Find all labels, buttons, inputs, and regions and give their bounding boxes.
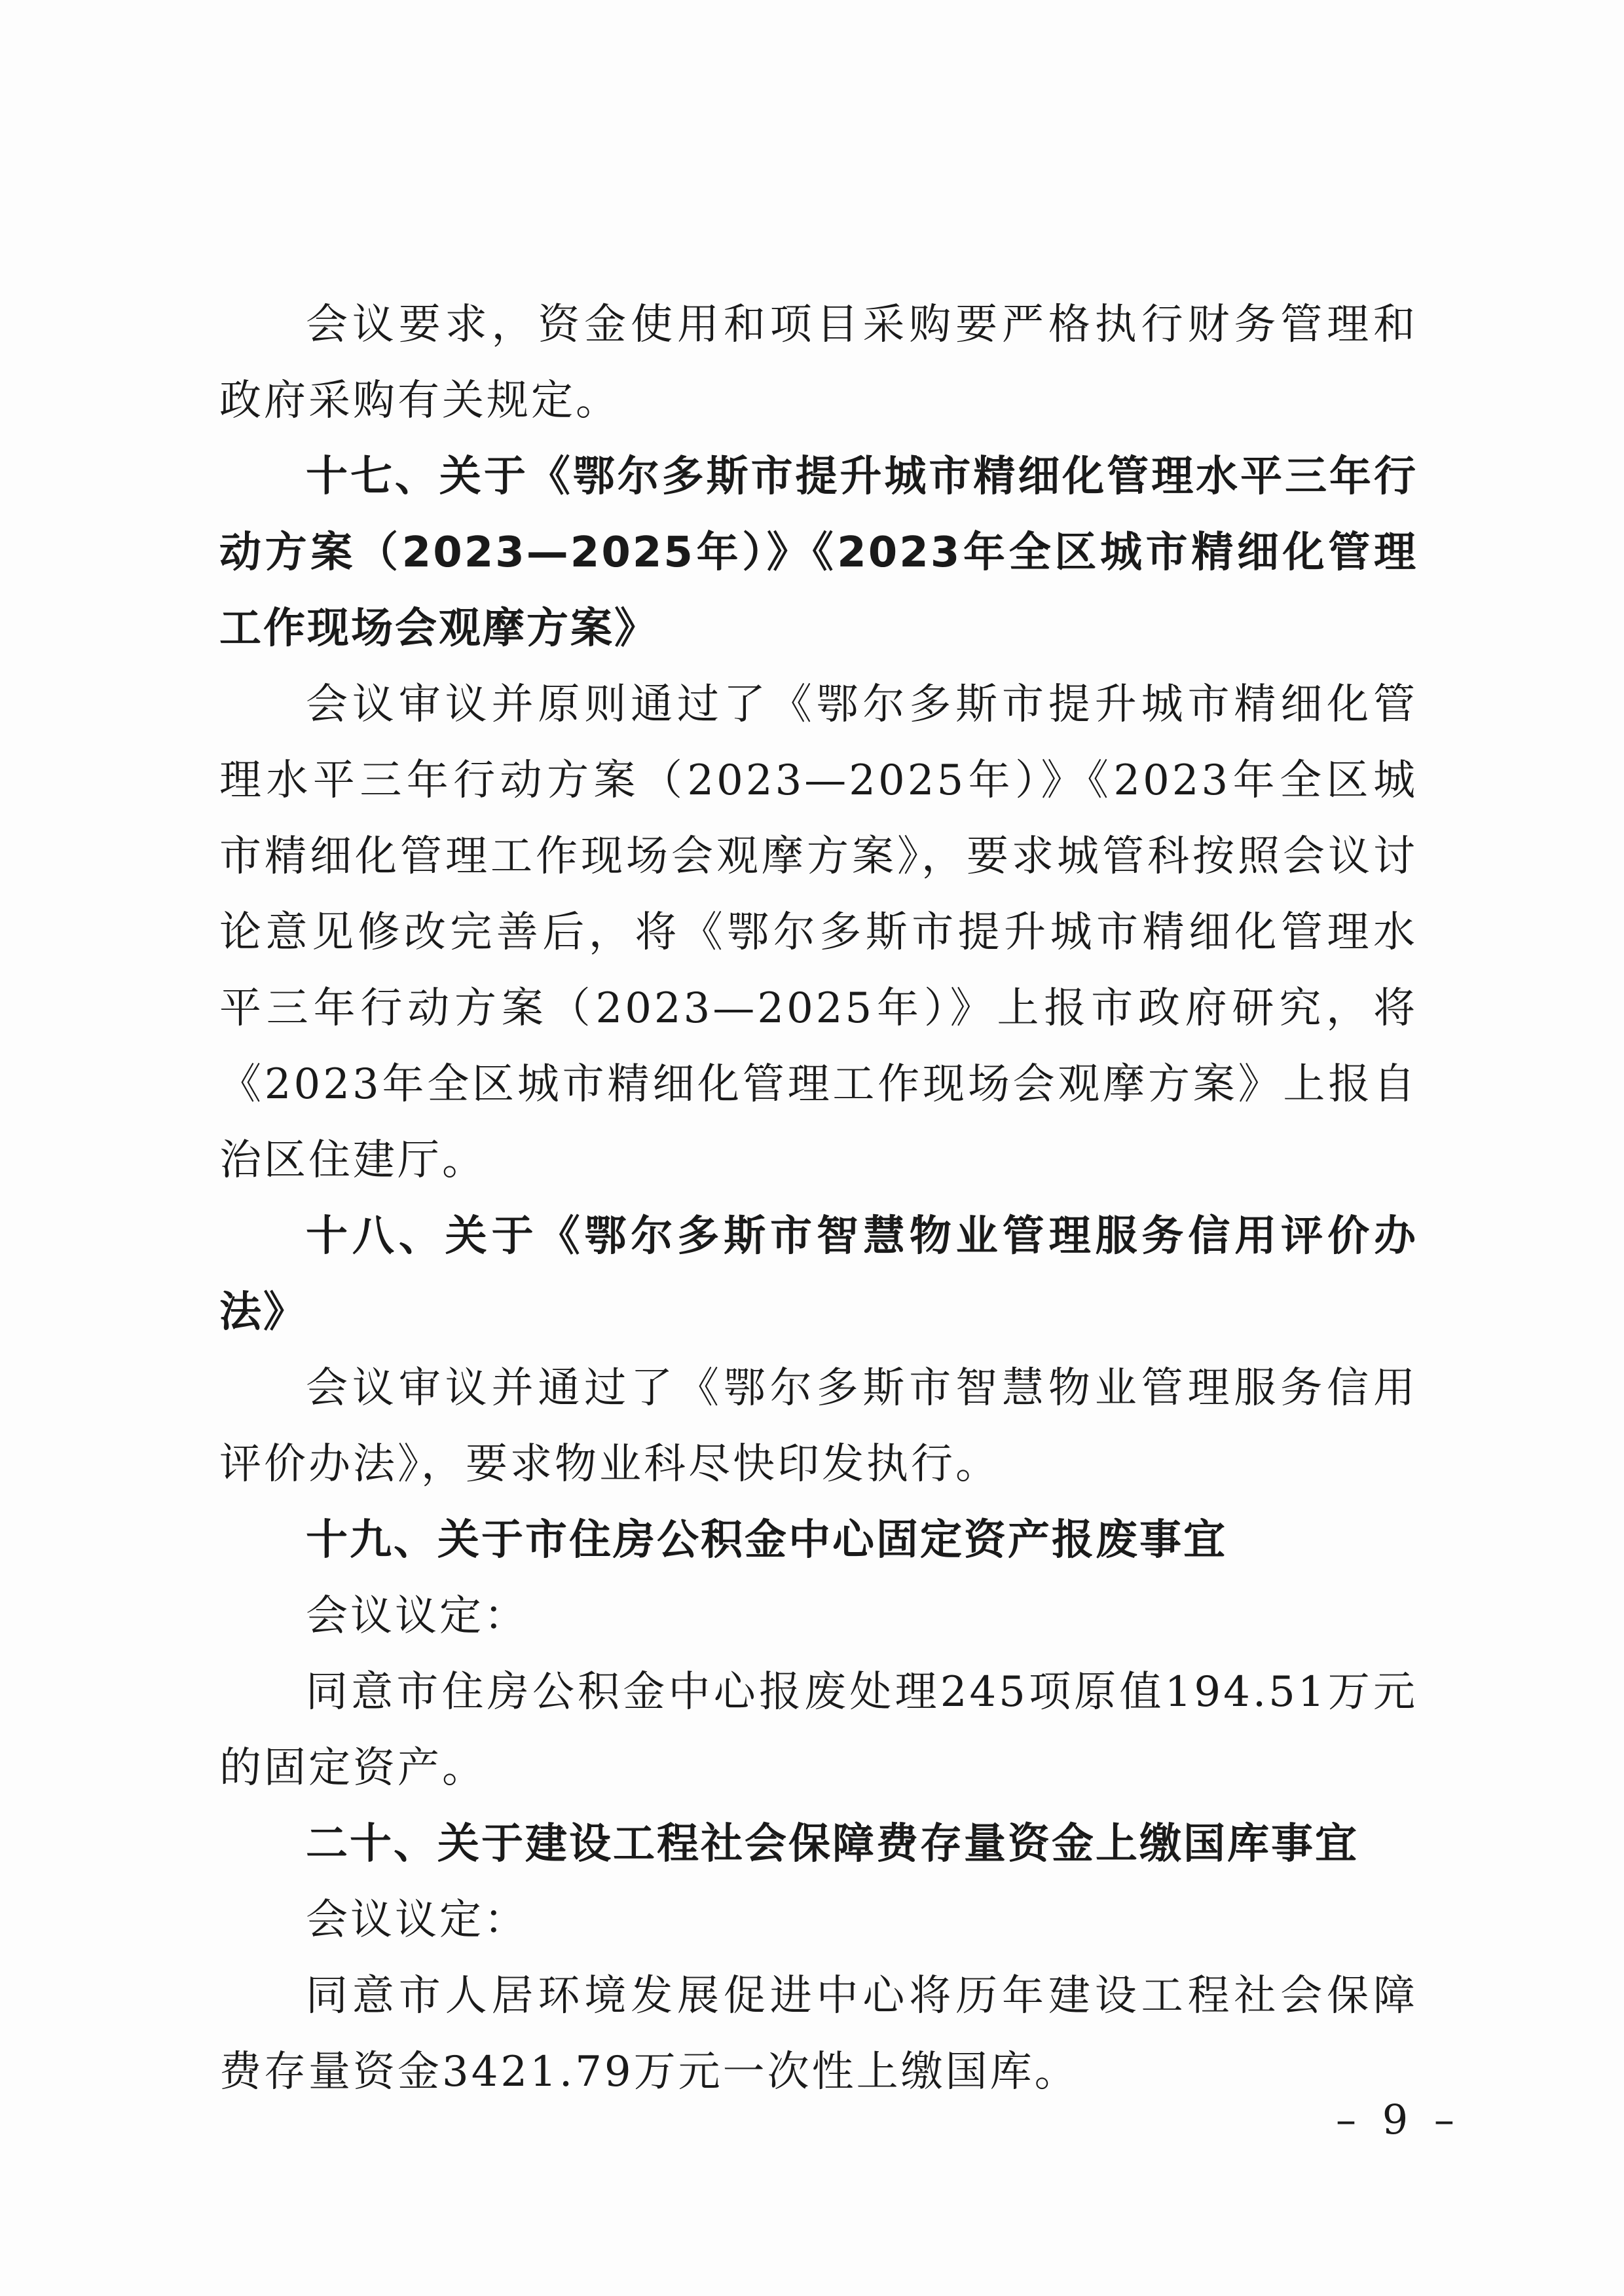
heading-section-17: 十七、关于《鄂尔多斯市提升城市精细化管理水平三年行动方案（2023—2025年）》《2023年全区城市精细化管理工作现场会观摩方案》 <box>219 453 1418 653</box>
paragraph-section-18-body: 会议审议并通过了《鄂尔多斯市智慧物业管理服务信用评价办法》，要求物业科尽快印发执行。 <box>219 1364 1418 1489</box>
paragraph-section-20-decision: 同意市人居环境发展促进中心将历年建设工程社会保障费存量资金3421.79万元一次性上缴国库。 <box>219 1972 1418 2096</box>
heading-section-19: 十九、关于市住房公积金中心固定资产报废事宜 <box>306 1516 1227 1565</box>
document-body <box>219 287 1418 2110</box>
heading-section-20: 二十、关于建设工程社会保障费存量资金上缴国库事宜 <box>306 1820 1359 1868</box>
page-number: – 9 – <box>1336 2096 1461 2143</box>
paragraph-section-20-decision-label: 会议议定： <box>306 1896 528 1944</box>
heading-section-18: 十八、关于《鄂尔多斯市智慧物业管理服务信用评价办法》 <box>219 1212 1418 1337</box>
paragraph-procurement-requirement: 会议要求，资金使用和项目采购要严格执行财务管理和政府采购有关规定。 <box>219 301 1418 425</box>
paragraph-section-19-decision-label: 会议议定： <box>306 1592 528 1640</box>
paragraph-section-17-body: 会议审议并原则通过了《鄂尔多斯市提升城市精细化管理水平三年行动方案（2023—2025年）》《2023年全区城市精细化管理工作现场会观摩方案》，要求城管科按照会议讨论意见修改完善后，将《鄂尔多斯市提升城市精细化管理水平三年行动方案（2023—2025年）》上报市政府研究，将《2023年全区城市精细化管理工作现场会观摩方案》上报自治区住建厅。 <box>219 680 1418 1185</box>
paragraph-section-19-decision: 同意市住房公积金中心报废处理245项原值194.51万元的固定资产。 <box>219 1668 1418 1792</box>
